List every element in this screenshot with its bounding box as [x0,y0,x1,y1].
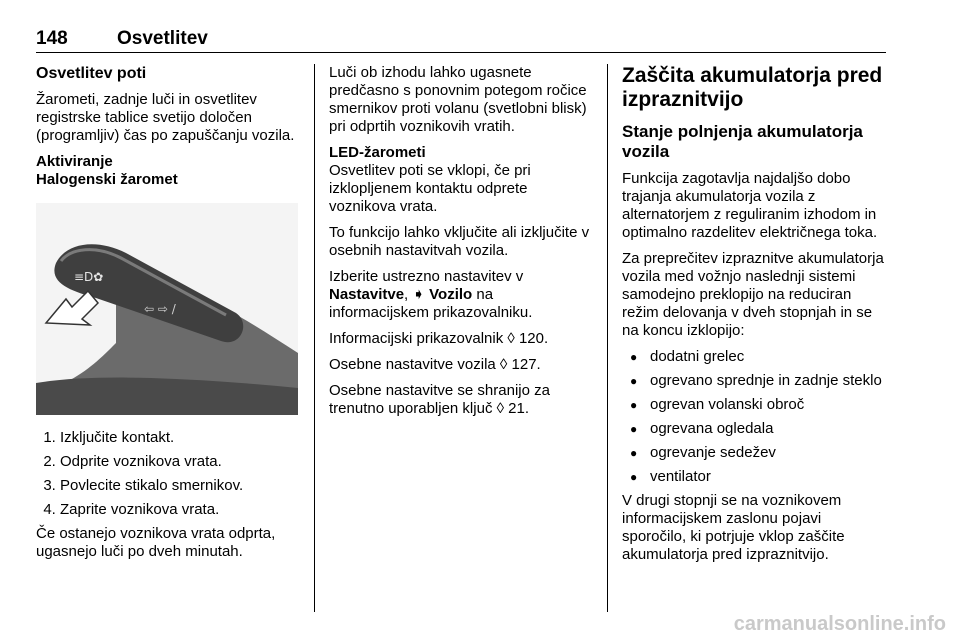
column-3 [622,64,884,572]
list-item: ● ogrevan volanski obroč [650,396,884,414]
section-heading-battery: Zaščita akumulatorja pred izpraznitvijo [622,64,883,111]
section-heading: Osvetlitev poti [36,65,147,82]
paragraph: To funkcijo lahko vključite ali izključite v osebnih nastavitvah vozila. [329,224,590,259]
svg-text:≡D✿: ≡D✿ [74,270,104,284]
column-divider-1 [314,64,315,612]
text-span: , [404,286,413,303]
column-2 [329,64,597,426]
paragraph: Osvetlitev poti se vklopi, če pri izklopljenem kontaktu odprete voznikova vrata. [329,162,531,215]
subheading-halogen: Halogenski žaromet [36,171,178,188]
intro-paragraph: Žarometi, zadnje luči in osvetlitev registrske tablice svetijo določen (programljiv) čas po zapuščanju vozila. [36,91,295,144]
column-1 [36,64,301,569]
text-span: Izberite ustrezno nastavitev v [329,268,524,285]
cross-reference: Informacijski prikazovalnik ◊ 120. [329,330,549,347]
list-item: ● ogrevana ogledala [650,420,884,438]
running-title: Osvetlitev [117,28,208,49]
list-item: ● ogrevanje sedežev [650,444,884,462]
outro-paragraph: Če ostanejo voznikova vrata odprta, ugasnejo luči po dveh minutah. [36,525,276,560]
steps-list [36,429,301,519]
column-divider-2 [607,64,608,612]
cross-reference: Osebne nastavitve se shranijo za trenutno uporabljen ključ ◊ 21. [329,382,550,417]
menu-path-vehicle: Vozilo [424,286,473,303]
page-header [36,26,886,53]
cross-reference: Osebne nastavitve vozila ◊ 127. [329,356,541,373]
paragraph: V drugi stopnji se na voznikovem informacijskem zaslonu pojavi sporočilo, ki potrjuje vklop zaščite akumulatorja pred izpraznitvijo. [622,492,845,563]
systems-list [622,348,884,486]
list-item: 2. Odprite voznikova vrata. [60,453,301,471]
paragraph: Za preprečitev izpraznitve akumulatorja vozila med vožnjo naslednji sistemi samodejno preklopijo na reduciran režim delovanja v dveh stopnjah in se na koncu izklopijo: [622,250,884,339]
stalk-illustration [36,203,298,415]
subheading-led: LED-žarometi [329,144,426,161]
list-item: 1. Izključite kontakt. [60,429,301,447]
page-number: 148 [36,28,68,49]
subheading-activation: Aktiviranje [36,153,113,170]
watermark: carmanualsonline.info [733,613,946,635]
svg-text:⇦ ⇨ /: ⇦ ⇨ / [144,302,176,316]
text-span: na informacijskem prikazovalniku. [329,286,533,321]
list-item: ● dodatni grelec [650,348,884,366]
menu-path-settings: Nastavitve [329,286,405,303]
list-item: ● ogrevano sprednje in zadnje steklo [650,372,884,390]
list-item: ● ventilator [650,468,884,486]
list-item: 3. Povlecite stikalo smernikov. [60,477,301,495]
subheading-charge-state: Stanje polnjenja akumulatorja vozila [622,122,863,161]
list-item: 4. Zaprite voznikova vrata. [60,501,301,519]
paragraph: Funkcija zagotavlja najdaljšo dobo trajanja akumulatorja vozila z alternatorjem z reguliranim izhodom in optimalno razdelitev električnega toka. [622,170,878,241]
stalk-icon [36,203,298,415]
settings-path-paragraph [329,268,597,322]
paragraph: Luči ob izhodu lahko ugasnete predčasno s ponovnim potegom ročice smernikov proti volanu (svetlobni blisk) pri odprtih voznikovih vratih. [329,64,587,135]
arrow-icon: ➧ [412,286,425,303]
